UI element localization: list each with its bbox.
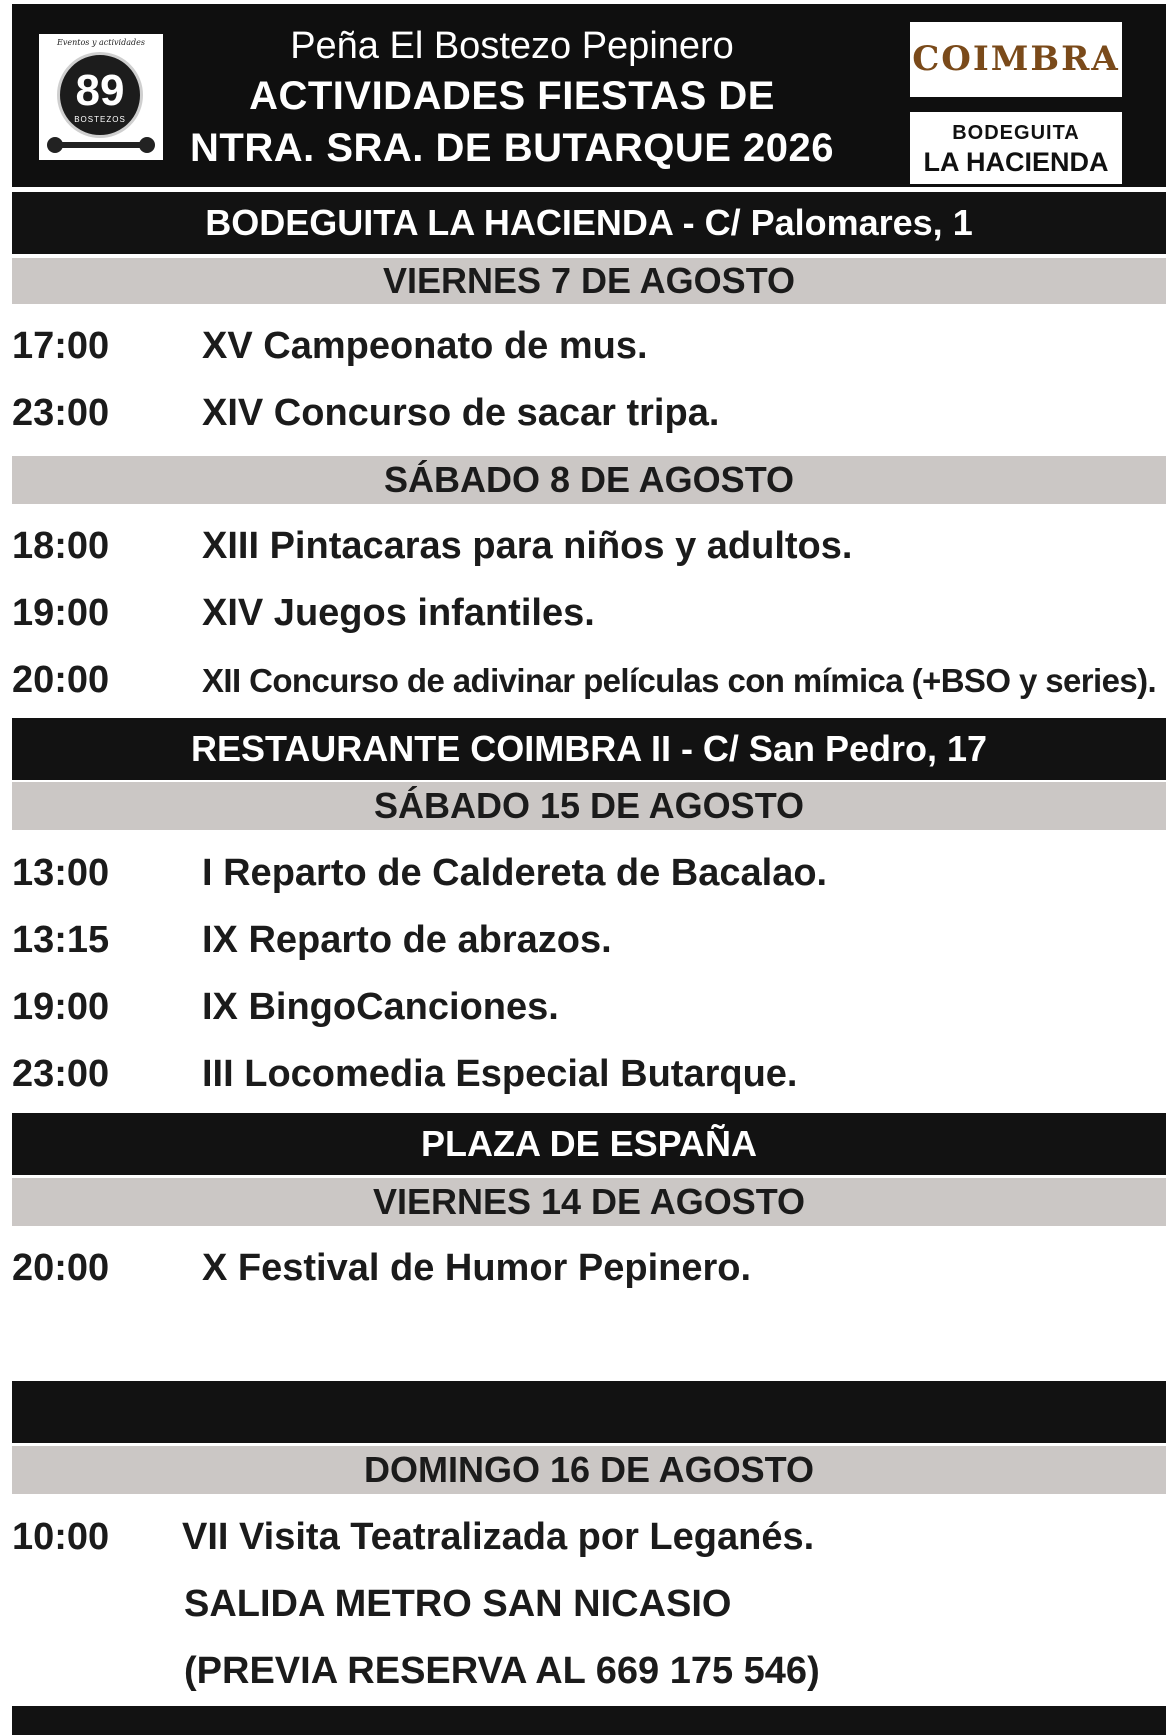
venue-banner: PLAZA DE ESPAÑA (12, 1113, 1166, 1175)
event-activity: XIV Concurso de sacar tripa. (202, 392, 720, 434)
event-time: 10:00 (12, 1516, 110, 1558)
day-banner: VIERNES 7 DE AGOSTO (12, 258, 1166, 304)
bodeguita-logo-line2: LA HACIENDA (923, 147, 1109, 177)
event-activity: XIII Pintacaras para niños y adultos. (202, 525, 853, 567)
logo-number: 89 (75, 66, 125, 115)
event-time: 13:15 (12, 919, 110, 961)
venue-banner: RESTAURANTE COIMBRA II - C/ San Pedro, 17 (12, 718, 1166, 780)
event-time: 17:00 (12, 325, 110, 367)
day-banner: SÁBADO 15 DE AGOSTO (12, 782, 1166, 830)
event-time: 18:00 (12, 525, 110, 567)
poster-header (12, 4, 1166, 187)
venue-banner: BODEGUITA LA HACIENDA - C/ Palomares, 1 (12, 192, 1166, 254)
event-activity: X Festival de Humor Pepinero. (202, 1247, 752, 1289)
coimbra-logo-text: COIMBRA (912, 39, 1120, 79)
coimbra-logo (910, 22, 1122, 97)
footer-bar (12, 1706, 1166, 1735)
bostezos-89-logo (39, 34, 163, 160)
event-activity: III Locomedia Especial Butarque. (202, 1053, 798, 1095)
bodeguita-logo (910, 112, 1122, 184)
day-banner: VIERNES 14 DE AGOSTO (12, 1178, 1166, 1226)
logo-ball-left (47, 137, 63, 153)
event-time: 20:00 (12, 1247, 110, 1289)
logo-circle (57, 52, 143, 138)
day-banner: DOMINGO 16 DE AGOSTO (12, 1446, 1166, 1494)
poster-title-line2: NTRA. SRA. DE BUTARQUE 2026 (190, 126, 834, 170)
org-name: Peña El Bostezo Pepinero (290, 25, 734, 67)
event-activity: XII Concurso de adivinar películas con mímica (+BSO y series). (202, 662, 1157, 699)
event-activity: XIV Juegos infantiles. (202, 592, 595, 634)
logo-sub-text: BOSTEZOS (74, 115, 126, 124)
event-activity: IX BingoCanciones. (202, 986, 559, 1028)
header-text (172, 22, 852, 174)
event-activity: I Reparto de Caldereta de Bacalao. (202, 852, 828, 894)
event-activity: VII Visita Teatralizada por Leganés. (182, 1516, 815, 1558)
event-note: SALIDA METRO SAN NICASIO (184, 1583, 732, 1625)
event-time: 19:00 (12, 592, 110, 634)
event-activity: XV Campeonato de mus. (202, 325, 648, 367)
event-time: 19:00 (12, 986, 110, 1028)
venue-banner (12, 1381, 1166, 1443)
event-time: 23:00 (12, 392, 110, 434)
event-time: 23:00 (12, 1053, 110, 1095)
day-banner: SÁBADO 8 DE AGOSTO (12, 456, 1166, 504)
event-note: (PREVIA RESERVA AL 669 175 546) (184, 1650, 820, 1692)
event-activity: IX Reparto de abrazos. (202, 919, 612, 961)
event-time: 20:00 (12, 659, 110, 701)
logo-stick (51, 142, 151, 148)
poster-title-line1: ACTIVIDADES FIESTAS DE (249, 74, 775, 118)
event-time: 13:00 (12, 852, 110, 894)
bodeguita-logo-line1: BODEGUITA (952, 122, 1080, 144)
logo-arc-text: Eventos y actividades (57, 38, 145, 47)
logo-ball-right (139, 137, 155, 153)
